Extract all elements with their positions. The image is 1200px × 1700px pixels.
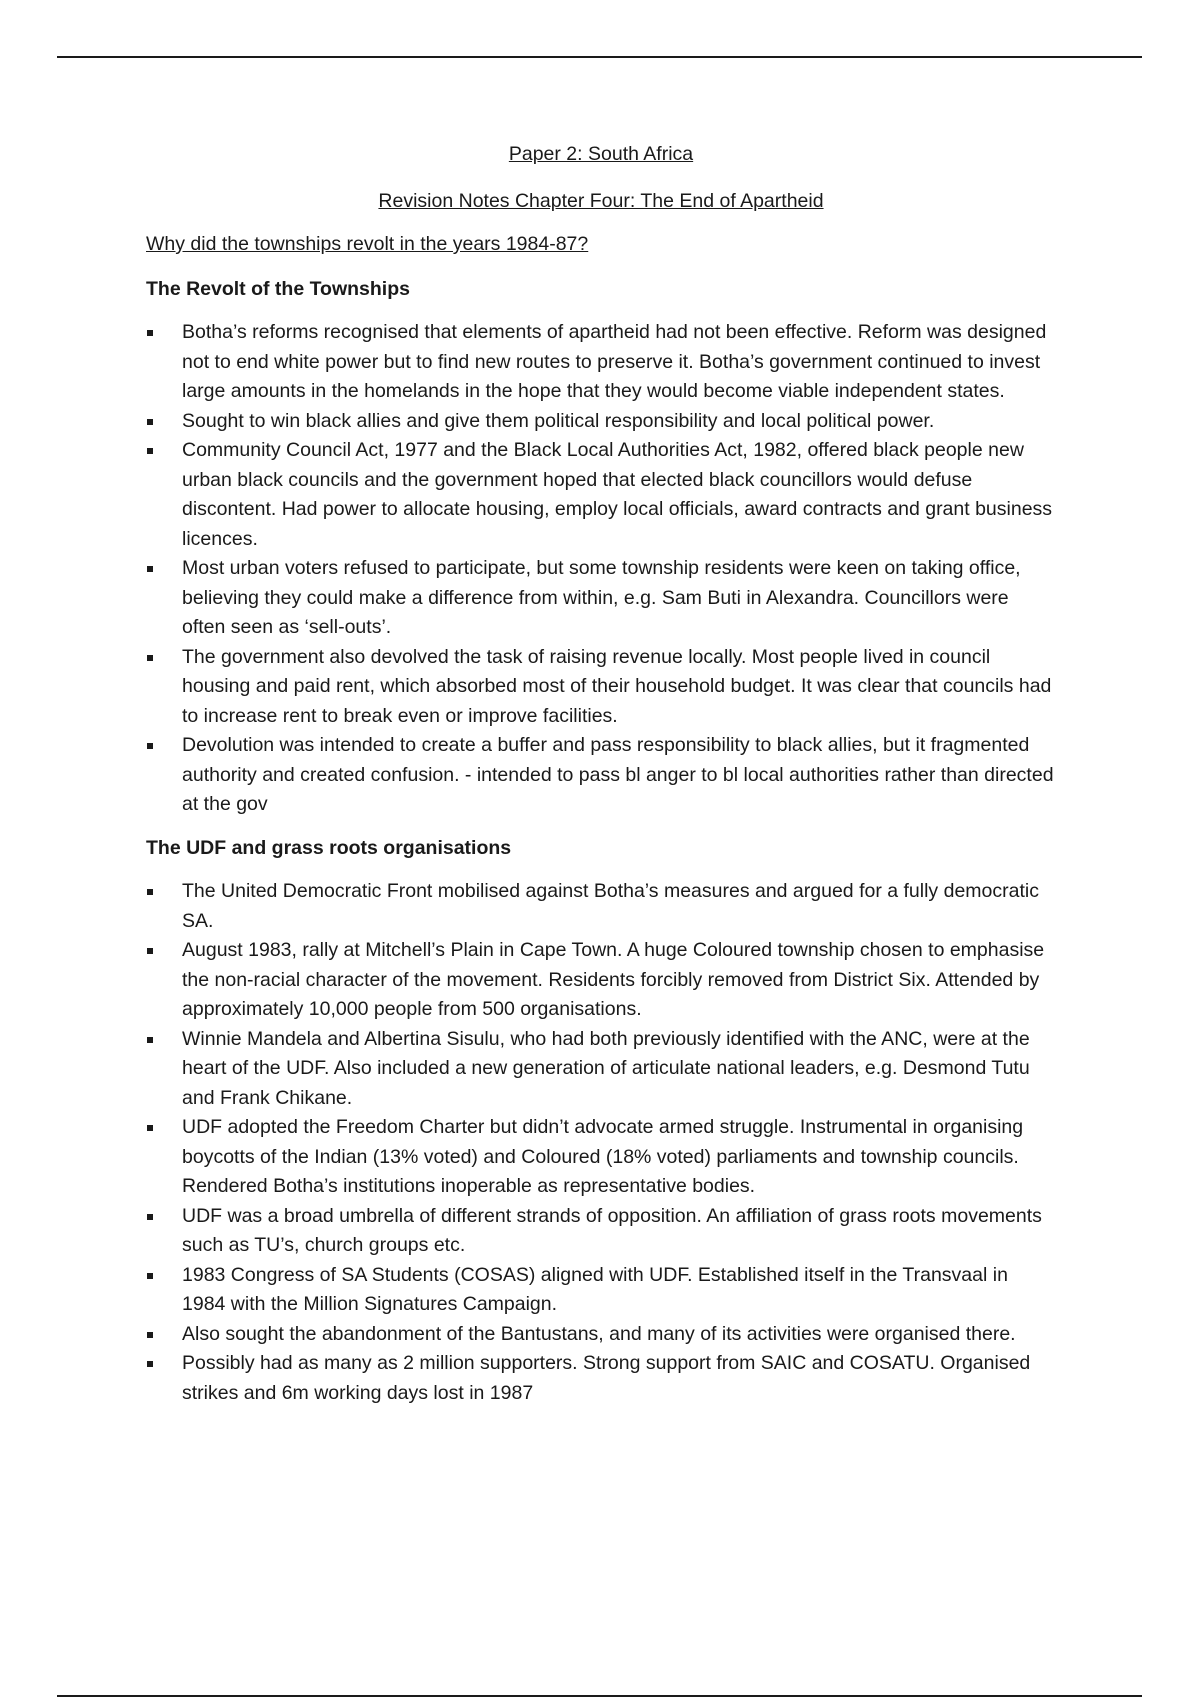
square-bullet-icon	[147, 655, 153, 661]
square-bullet-icon	[147, 1273, 153, 1279]
section-heading: The Revolt of the Townships	[146, 277, 410, 300]
header-rule	[57, 56, 1142, 58]
square-bullet-icon	[147, 1214, 153, 1220]
list-item-text: The government also devolved the task of raising revenue locally. Most people lived in council housing and paid rent, which absorbed most of their household budget. It was clear that councils had to increase rent to break even or improve facilities.	[182, 645, 1052, 727]
square-bullet-icon	[147, 948, 153, 954]
list-item	[146, 731, 1056, 820]
list-item	[146, 1320, 1056, 1350]
square-bullet-icon	[147, 330, 153, 336]
list-item	[146, 877, 1056, 936]
list-item-text: 1983 Congress of SA Students (COSAS) aligned with UDF. Established itself in the Transvaal in 1984 with the Million Signatures Campaign.	[182, 1263, 1008, 1315]
list-item-text: Community Council Act, 1977 and the Black Local Authorities Act, 1982, offered black people new urban black councils and the government hoped that elected black councillors would defuse discontent. Had power to allocate housing, employ local officials, award contracts and grant business licences.	[182, 439, 1053, 550]
list-item	[146, 1025, 1056, 1114]
bullet-list	[146, 318, 1056, 820]
list-item-text: The United Democratic Front mobilised against Botha’s measures and argued for a fully democratic SA.	[182, 880, 1039, 932]
list-item-text: August 1983, rally at Mitchell’s Plain in Cape Town. A huge Coloured township chosen to emphasise the non-racial character of the movement. Residents forcibly removed from District Six. Attended by approximately 10,000 people from 500 organisations.	[182, 939, 1045, 1020]
section-heading: The UDF and grass roots organisations	[146, 836, 512, 859]
list-item	[146, 554, 1056, 643]
square-bullet-icon	[147, 1125, 153, 1131]
bullet-list	[146, 877, 1056, 1408]
list-item	[146, 643, 1056, 732]
list-item-text: UDF was a broad umbrella of different strands of opposition. An affiliation of grass roots movements such as TU’s, church groups etc.	[182, 1204, 1042, 1256]
section-revolt-townships	[146, 275, 1056, 820]
list-item	[146, 1113, 1056, 1202]
list-item	[146, 407, 1056, 437]
square-bullet-icon	[147, 743, 153, 749]
square-bullet-icon	[147, 1361, 153, 1367]
list-item	[146, 1349, 1056, 1408]
list-item	[146, 318, 1056, 407]
square-bullet-icon	[147, 566, 153, 572]
section-udf	[146, 834, 1056, 1409]
square-bullet-icon	[147, 1332, 153, 1338]
square-bullet-icon	[147, 419, 153, 425]
square-bullet-icon	[147, 448, 153, 454]
list-item-text: Winnie Mandela and Albertina Sisulu, who had both previously identified with the ANC, were at the heart of the UDF. Also included a new generation of articulate national leaders, e.g. Desmond Tutu and Frank Chikane.	[182, 1027, 1030, 1109]
square-bullet-icon	[147, 889, 153, 895]
list-item-text: Most urban voters refused to participate, but some township residents were keen on taking office, believing they could make a difference from within, e.g. Sam Buti in Alexandra. Councillors were often seen as ‘sell-outs’.	[182, 557, 1021, 638]
document-title: Paper 2: South Africa	[508, 143, 694, 165]
document-subtitle: Revision Notes Chapter Four: The End of Apartheid	[378, 189, 824, 212]
footer-rule	[57, 1695, 1142, 1697]
square-bullet-icon	[147, 1037, 153, 1043]
list-item	[146, 936, 1056, 1025]
list-item-text: Botha’s reforms recognised that elements of apartheid had not been effective. Reform was designed not to end white power but to find new routes to preserve it. Botha’s government continued to invest large amounts in the homelands in the hope that they would become viable independent states.	[182, 321, 1047, 402]
list-item-text: Possibly had as many as 2 million supporters. Strong support from SAIC and COSATU. Organised strikes and 6m working days lost in 1987	[182, 1352, 1031, 1404]
list-item-text: Devolution was intended to create a buffer and pass responsibility to black allies, but it fragmented authority and created confusion. - intended to pass bl anger to bl local authorities rather than directed at the gov	[182, 734, 1054, 815]
list-item	[146, 1261, 1056, 1320]
document-body	[146, 140, 1056, 1422]
list-item	[146, 1202, 1056, 1261]
list-item	[146, 436, 1056, 554]
list-item-text: Sought to win black allies and give them political responsibility and local political power.	[182, 409, 935, 432]
section-question: Why did the townships revolt in the years 1984-87?	[146, 233, 589, 255]
list-item-text: UDF adopted the Freedom Charter but didn’t advocate armed struggle. Instrumental in organising boycotts of the Indian (13% voted) and Coloured (18% voted) parliaments and township councils. Rendered Botha’s institutions inoperable as representative bodies.	[182, 1116, 1024, 1197]
list-item-text: Also sought the abandonment of the Bantustans, and many of its activities were organised there.	[182, 1322, 1016, 1345]
